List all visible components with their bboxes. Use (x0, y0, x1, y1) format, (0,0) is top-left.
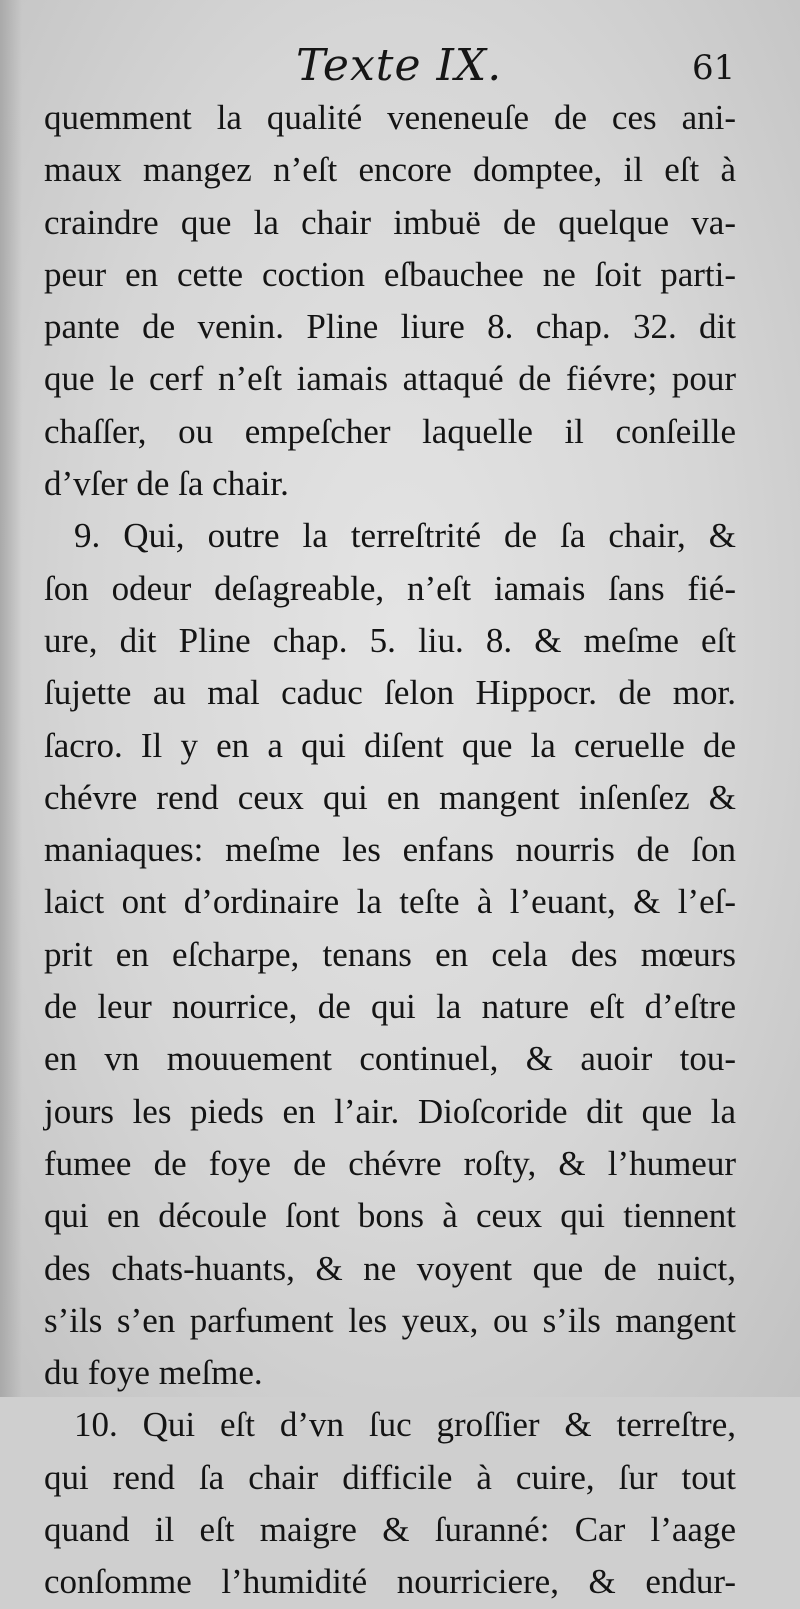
text-line: d’vſer de ſa chair. (44, 464, 289, 504)
running-title: Texte IX. (296, 40, 503, 91)
text-line: conſomme l’humidité nourriciere, & endur- (44, 1562, 736, 1602)
text-line: laict ont d’ordinaire la teſte à l’euant, & l’eſ- (44, 882, 736, 922)
text-line: que le cerf n’eſt iamais attaqué de fiévre; pour (44, 359, 736, 399)
text-line: chévre rend ceux qui en mangent inſenſez & (44, 777, 736, 817)
paragraph-start-10: 10. Qui eſt d’vn ſuc groſſier & terreſtre, (74, 1405, 736, 1445)
text-line: des chats-huants, & ne voyent que de nuict, (44, 1248, 736, 1288)
paragraph-start-9: 9. Qui, outre la terreſtrité de ſa chair, & (74, 516, 736, 556)
text-line: quemment la qualité veneneuſe de ces ani- (44, 98, 736, 137)
text-line: maux mangez n’eſt encore domptee, il eſt à (44, 150, 736, 190)
text-line: pante de venin. Pline liure 8. chap. 32. dit (44, 307, 736, 347)
text-line: peur en cette coction eſbauchee ne ſoit parti- (44, 254, 736, 294)
text-line: maniaques: meſme les enfans nourris de ſon (44, 830, 736, 870)
text-line: chaſſer, ou empeſcher laquelle il conſeille (44, 411, 736, 451)
text-line: du foye meſme. (44, 1353, 263, 1393)
text-line: quand il eſt maigre & ſuranné: Car l’aage (44, 1510, 736, 1550)
page-number: 61 (692, 48, 736, 88)
text-block (44, 92, 744, 1609)
text-line: qui rend ſa chair difficile à cuire, ſur tout (44, 1457, 736, 1497)
text-line: jours les pieds en l’air. Dioſcoride dit que la (44, 1091, 736, 1131)
page-gutter-shadow (0, 0, 22, 1397)
text-line: prit en eſcharpe, tenans en cela des mœurs (44, 934, 736, 974)
running-head (0, 40, 800, 100)
text-line: ſacro. Il y en a qui diſent que la ceruelle de (44, 725, 736, 765)
text-line: en vn mouuement continuel, & auoir tou- (44, 1039, 736, 1079)
text-line: qui en découle ſont bons à ceux qui tiennent (44, 1196, 736, 1236)
text-line: ſujette au mal caduc ſelon Hippocr. de mor. (44, 673, 736, 713)
text-line: craindre que la chair imbuë de quelque va- (44, 202, 736, 242)
text-line: ure, dit Pline chap. 5. liu. 8. & meſme eſt (44, 620, 736, 660)
text-line: ſon odeur deſagreable, n’eſt iamais ſans fié- (44, 568, 736, 608)
text-line: fumee de foye de chévre roſty, & l’humeur (44, 1143, 736, 1183)
text-line: de leur nourrice, de qui la nature eſt d’eſtre (44, 987, 736, 1027)
text-line: s’ils s’en parfument les yeux, ou s’ils mangent (44, 1300, 736, 1340)
